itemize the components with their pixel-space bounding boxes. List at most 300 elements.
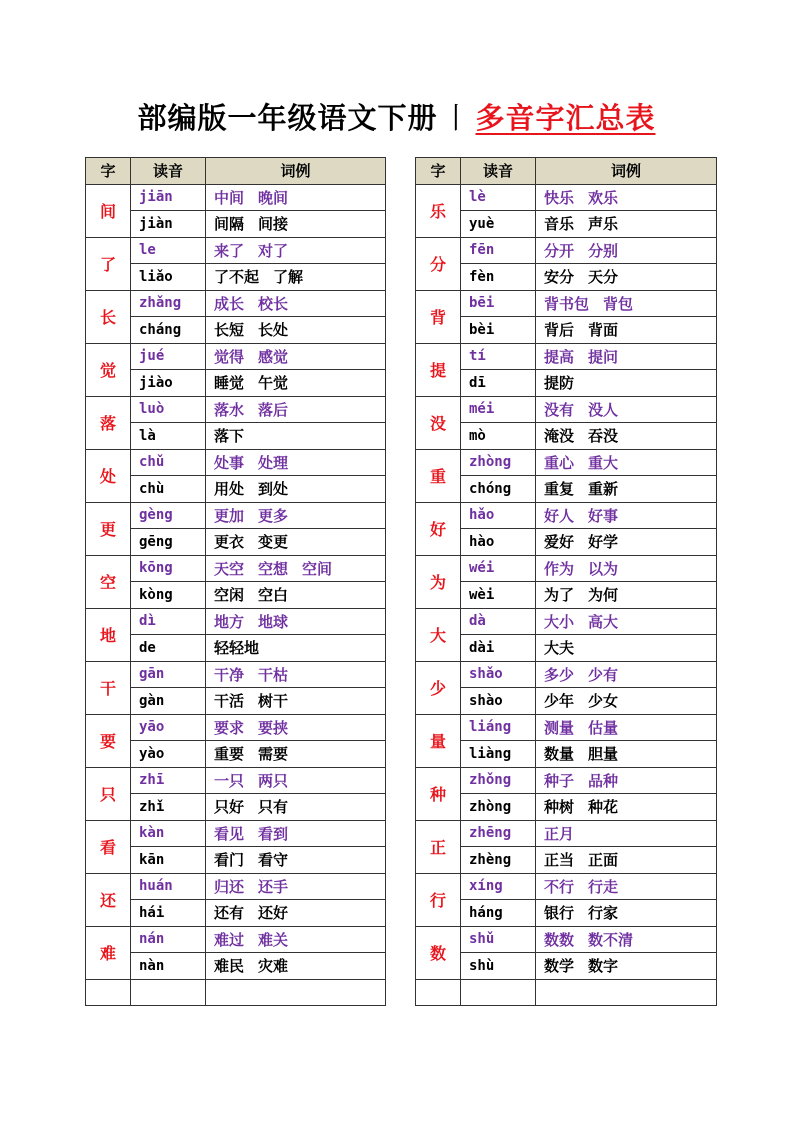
example-word: 大小 bbox=[544, 612, 575, 631]
pinyin-cell: zhēng bbox=[461, 820, 536, 847]
table-row bbox=[416, 794, 717, 821]
examples-cell bbox=[536, 635, 717, 662]
example-word: 空间 bbox=[302, 559, 333, 578]
examples-cell bbox=[536, 423, 717, 450]
example-word: 难关 bbox=[258, 930, 289, 949]
example-word: 两只 bbox=[258, 771, 289, 790]
pinyin-cell: hái bbox=[131, 900, 206, 927]
example-word: 处事 bbox=[214, 453, 245, 472]
polyphone-char: 分 bbox=[416, 237, 461, 290]
pinyin-cell: méi bbox=[461, 396, 536, 423]
example-word: 重复 bbox=[544, 480, 575, 499]
example-word: 多少 bbox=[544, 665, 575, 684]
pinyin-cell: gèng bbox=[131, 502, 206, 529]
table-row bbox=[416, 529, 717, 556]
table-row bbox=[86, 476, 386, 503]
examples-cell bbox=[536, 714, 717, 741]
polyphone-char: 乐 bbox=[416, 184, 461, 237]
example-word: 种树 bbox=[544, 798, 575, 817]
example-word: 行家 bbox=[588, 904, 619, 923]
example-word: 数数 bbox=[544, 930, 575, 949]
example-word: 背后 bbox=[544, 321, 575, 340]
example-word: 没人 bbox=[588, 400, 619, 419]
pinyin-cell: shào bbox=[461, 688, 536, 715]
example-word: 淹没 bbox=[544, 427, 575, 446]
example-word: 难过 bbox=[214, 930, 245, 949]
example-word: 轻轻地 bbox=[214, 639, 260, 658]
example-word: 种花 bbox=[588, 798, 619, 817]
example-word: 提问 bbox=[588, 347, 619, 366]
table-row bbox=[416, 555, 717, 582]
table-row bbox=[86, 873, 386, 900]
pinyin-cell: yuè bbox=[461, 211, 536, 238]
header-examples: 词例 bbox=[536, 158, 717, 185]
table-row bbox=[86, 529, 386, 556]
example-word: 重要 bbox=[214, 745, 245, 764]
example-word: 空想 bbox=[258, 559, 289, 578]
examples-cell bbox=[536, 953, 717, 980]
pinyin-cell: liáng bbox=[461, 714, 536, 741]
pinyin-cell: chóng bbox=[461, 476, 536, 503]
table-row bbox=[416, 873, 717, 900]
polyphone-char: 了 bbox=[86, 237, 131, 290]
pinyin-cell: kàn bbox=[131, 820, 206, 847]
empty-cell bbox=[416, 979, 461, 1006]
pinyin-cell: zhòng bbox=[461, 794, 536, 821]
example-word: 了解 bbox=[273, 268, 304, 287]
table-row bbox=[416, 847, 717, 874]
table-row bbox=[416, 582, 717, 609]
pinyin-cell: le bbox=[131, 237, 206, 264]
polyphone-char: 大 bbox=[416, 608, 461, 661]
pinyin-cell: dà bbox=[461, 608, 536, 635]
pinyin-cell: dì bbox=[131, 608, 206, 635]
example-word: 灾难 bbox=[258, 957, 289, 976]
pinyin-cell: liǎo bbox=[131, 264, 206, 291]
examples-cell bbox=[206, 317, 386, 344]
examples-cell bbox=[206, 396, 386, 423]
polyphone-char: 空 bbox=[86, 555, 131, 608]
table-row bbox=[416, 423, 717, 450]
examples-cell bbox=[536, 184, 717, 211]
examples-cell bbox=[536, 396, 717, 423]
examples-cell bbox=[206, 423, 386, 450]
pinyin-cell: zhòng bbox=[461, 449, 536, 476]
example-word: 为何 bbox=[588, 586, 619, 605]
example-word: 种子 bbox=[544, 771, 575, 790]
example-word: 以为 bbox=[588, 559, 619, 578]
polyphone-char: 好 bbox=[416, 502, 461, 555]
example-word: 好事 bbox=[588, 506, 619, 525]
examples-cell bbox=[536, 926, 717, 953]
pinyin-cell: mò bbox=[461, 423, 536, 450]
table-row bbox=[416, 741, 717, 768]
example-word: 不行 bbox=[544, 877, 575, 896]
table-row bbox=[86, 343, 386, 370]
example-word: 校长 bbox=[258, 294, 289, 313]
pinyin-cell: wèi bbox=[461, 582, 536, 609]
examples-cell bbox=[206, 237, 386, 264]
table-row bbox=[416, 290, 717, 317]
pinyin-cell: kān bbox=[131, 847, 206, 874]
example-word: 树干 bbox=[258, 692, 289, 711]
example-word: 干活 bbox=[214, 692, 245, 711]
table-row bbox=[416, 449, 717, 476]
example-word: 成长 bbox=[214, 294, 245, 313]
table-row bbox=[86, 370, 386, 397]
example-word: 正面 bbox=[588, 851, 619, 870]
example-word: 一只 bbox=[214, 771, 245, 790]
table-row bbox=[86, 317, 386, 344]
pinyin-cell: huán bbox=[131, 873, 206, 900]
examples-cell bbox=[536, 741, 717, 768]
examples-cell bbox=[206, 529, 386, 556]
example-word: 胆量 bbox=[588, 745, 619, 764]
example-word: 需要 bbox=[258, 745, 289, 764]
examples-cell bbox=[206, 900, 386, 927]
example-word: 提高 bbox=[544, 347, 575, 366]
table-row bbox=[86, 290, 386, 317]
example-word: 天分 bbox=[588, 268, 619, 287]
examples-cell bbox=[536, 555, 717, 582]
pinyin-cell: zhèng bbox=[461, 847, 536, 874]
table-row bbox=[416, 317, 717, 344]
examples-cell bbox=[536, 264, 717, 291]
example-word: 数字 bbox=[588, 957, 619, 976]
examples-cell bbox=[206, 264, 386, 291]
pinyin-cell: jiào bbox=[131, 370, 206, 397]
example-word: 大夫 bbox=[544, 639, 575, 658]
title-highlight: 多音字汇总表 bbox=[475, 101, 656, 135]
examples-cell bbox=[536, 900, 717, 927]
right-table-body bbox=[416, 184, 717, 1006]
example-word: 更衣 bbox=[214, 533, 245, 552]
example-word: 欢乐 bbox=[588, 188, 619, 207]
table-row bbox=[416, 343, 717, 370]
example-word: 行走 bbox=[588, 877, 619, 896]
example-word: 高大 bbox=[588, 612, 619, 631]
table-row bbox=[86, 635, 386, 662]
examples-cell bbox=[206, 820, 386, 847]
polyphone-char: 更 bbox=[86, 502, 131, 555]
title-separator: 丨 bbox=[441, 101, 472, 135]
pinyin-cell: cháng bbox=[131, 317, 206, 344]
pinyin-cell: là bbox=[131, 423, 206, 450]
table-row bbox=[416, 396, 717, 423]
pinyin-cell: bèi bbox=[461, 317, 536, 344]
example-word: 声乐 bbox=[588, 215, 619, 234]
table-row bbox=[86, 264, 386, 291]
page-title bbox=[0, 96, 793, 137]
example-word: 重新 bbox=[588, 480, 619, 499]
example-word: 没有 bbox=[544, 400, 575, 419]
pinyin-cell: jiàn bbox=[131, 211, 206, 238]
example-word: 数量 bbox=[544, 745, 575, 764]
polyphone-char: 数 bbox=[416, 926, 461, 979]
table-row bbox=[416, 211, 717, 238]
table-row bbox=[416, 820, 717, 847]
examples-cell bbox=[536, 317, 717, 344]
table-row bbox=[86, 449, 386, 476]
pinyin-cell: yāo bbox=[131, 714, 206, 741]
examples-cell bbox=[206, 290, 386, 317]
table-row bbox=[416, 370, 717, 397]
examples-cell bbox=[536, 211, 717, 238]
polyphone-char: 要 bbox=[86, 714, 131, 767]
empty-row bbox=[86, 979, 386, 1006]
table-row bbox=[86, 211, 386, 238]
pinyin-cell: hǎo bbox=[461, 502, 536, 529]
example-word: 估量 bbox=[588, 718, 619, 737]
table-row bbox=[86, 900, 386, 927]
example-word: 难民 bbox=[214, 957, 245, 976]
pinyin-cell: bēi bbox=[461, 290, 536, 317]
example-word: 中间 bbox=[214, 188, 245, 207]
pinyin-cell: zhǎng bbox=[131, 290, 206, 317]
table-row bbox=[86, 608, 386, 635]
table-row bbox=[416, 767, 717, 794]
example-word: 要挟 bbox=[258, 718, 289, 737]
table-row bbox=[416, 608, 717, 635]
examples-cell bbox=[536, 449, 717, 476]
empty-cell bbox=[86, 979, 131, 1006]
pinyin-cell: fēn bbox=[461, 237, 536, 264]
table-row bbox=[86, 688, 386, 715]
pinyin-cell: fèn bbox=[461, 264, 536, 291]
polyphone-char: 少 bbox=[416, 661, 461, 714]
examples-cell bbox=[206, 476, 386, 503]
example-word: 正月 bbox=[544, 824, 575, 843]
example-word: 只有 bbox=[258, 798, 289, 817]
polyphone-char: 背 bbox=[416, 290, 461, 343]
examples-cell bbox=[206, 184, 386, 211]
pinyin-cell: gān bbox=[131, 661, 206, 688]
pinyin-cell: lè bbox=[461, 184, 536, 211]
example-word: 提防 bbox=[544, 374, 575, 393]
polyphone-char: 重 bbox=[416, 449, 461, 502]
example-word: 落后 bbox=[258, 400, 289, 419]
examples-cell bbox=[206, 211, 386, 238]
header-char: 字 bbox=[86, 158, 131, 185]
pinyin-cell: hào bbox=[461, 529, 536, 556]
table-row bbox=[86, 741, 386, 768]
table-row bbox=[86, 555, 386, 582]
pinyin-cell: liàng bbox=[461, 741, 536, 768]
title-main: 部编版一年级语文下册 bbox=[137, 101, 438, 135]
examples-cell bbox=[536, 847, 717, 874]
example-word: 吞没 bbox=[588, 427, 619, 446]
pinyin-cell: jiān bbox=[131, 184, 206, 211]
left-table bbox=[85, 157, 386, 1006]
table-row bbox=[86, 184, 386, 211]
empty-cell bbox=[461, 979, 536, 1006]
polyphone-char: 难 bbox=[86, 926, 131, 979]
example-word: 更多 bbox=[258, 506, 289, 525]
example-word: 对了 bbox=[258, 241, 289, 260]
example-word: 落水 bbox=[214, 400, 245, 419]
table-row bbox=[86, 926, 386, 953]
table-row bbox=[86, 794, 386, 821]
example-word: 看见 bbox=[214, 824, 245, 843]
example-word: 安分 bbox=[544, 268, 575, 287]
header-row bbox=[416, 158, 717, 185]
header-reading: 读音 bbox=[461, 158, 536, 185]
example-word: 分别 bbox=[588, 241, 619, 260]
examples-cell bbox=[206, 794, 386, 821]
table-row bbox=[416, 953, 717, 980]
example-word: 还手 bbox=[258, 877, 289, 896]
example-word: 感觉 bbox=[258, 347, 289, 366]
pinyin-cell: luò bbox=[131, 396, 206, 423]
example-word: 到处 bbox=[258, 480, 289, 499]
example-word: 看到 bbox=[258, 824, 289, 843]
examples-cell bbox=[536, 343, 717, 370]
pinyin-cell: tí bbox=[461, 343, 536, 370]
example-word: 间接 bbox=[258, 215, 289, 234]
table-row bbox=[86, 953, 386, 980]
example-word: 归还 bbox=[214, 877, 245, 896]
polyphone-char: 行 bbox=[416, 873, 461, 926]
table-row bbox=[416, 502, 717, 529]
example-word: 测量 bbox=[544, 718, 575, 737]
example-word: 少有 bbox=[588, 665, 619, 684]
examples-cell bbox=[536, 290, 717, 317]
pinyin-cell: gēng bbox=[131, 529, 206, 556]
polyphone-char: 长 bbox=[86, 290, 131, 343]
example-word: 还好 bbox=[258, 904, 289, 923]
examples-cell bbox=[536, 794, 717, 821]
pinyin-cell: chù bbox=[131, 476, 206, 503]
pinyin-cell: kòng bbox=[131, 582, 206, 609]
example-word: 晚间 bbox=[258, 188, 289, 207]
examples-cell bbox=[206, 873, 386, 900]
example-word: 数学 bbox=[544, 957, 575, 976]
table-row bbox=[416, 237, 717, 264]
examples-cell bbox=[206, 449, 386, 476]
examples-cell bbox=[206, 370, 386, 397]
pinyin-cell: dī bbox=[461, 370, 536, 397]
example-word: 长处 bbox=[258, 321, 289, 340]
examples-cell bbox=[206, 847, 386, 874]
table-row bbox=[86, 582, 386, 609]
pinyin-cell: kōng bbox=[131, 555, 206, 582]
examples-cell bbox=[536, 476, 717, 503]
table-row bbox=[86, 767, 386, 794]
left-table-body bbox=[86, 184, 386, 1006]
empty-cell bbox=[131, 979, 206, 1006]
example-word: 看门 bbox=[214, 851, 245, 870]
table-row bbox=[416, 635, 717, 662]
example-word: 音乐 bbox=[544, 215, 575, 234]
examples-cell bbox=[536, 688, 717, 715]
example-word: 背面 bbox=[588, 321, 619, 340]
table-row bbox=[86, 820, 386, 847]
table-row bbox=[416, 926, 717, 953]
table-row bbox=[86, 661, 386, 688]
examples-cell bbox=[206, 635, 386, 662]
example-word: 天空 bbox=[214, 559, 245, 578]
right-table bbox=[415, 157, 717, 1006]
examples-cell bbox=[206, 555, 386, 582]
table-row bbox=[416, 714, 717, 741]
example-word: 来了 bbox=[214, 241, 245, 260]
example-word: 还有 bbox=[214, 904, 245, 923]
empty-row bbox=[416, 979, 717, 1006]
example-word: 地方 bbox=[214, 612, 245, 631]
polyphone-char: 落 bbox=[86, 396, 131, 449]
examples-cell bbox=[536, 608, 717, 635]
example-word: 干枯 bbox=[258, 665, 289, 684]
pinyin-cell: shù bbox=[461, 953, 536, 980]
polyphone-char: 还 bbox=[86, 873, 131, 926]
pinyin-cell: gàn bbox=[131, 688, 206, 715]
example-word: 处理 bbox=[258, 453, 289, 472]
example-word: 好人 bbox=[544, 506, 575, 525]
polyphone-char: 为 bbox=[416, 555, 461, 608]
table-row bbox=[86, 847, 386, 874]
table-row bbox=[416, 264, 717, 291]
table-row bbox=[416, 661, 717, 688]
pinyin-cell: zhī bbox=[131, 767, 206, 794]
polyphone-char: 量 bbox=[416, 714, 461, 767]
pinyin-cell: shǎo bbox=[461, 661, 536, 688]
examples-cell bbox=[536, 529, 717, 556]
example-word: 爱好 bbox=[544, 533, 575, 552]
polyphone-char: 看 bbox=[86, 820, 131, 873]
table-row bbox=[86, 396, 386, 423]
polyphone-char: 提 bbox=[416, 343, 461, 396]
examples-cell bbox=[536, 873, 717, 900]
examples-cell bbox=[536, 582, 717, 609]
examples-cell bbox=[206, 608, 386, 635]
examples-cell bbox=[206, 343, 386, 370]
pinyin-cell: nán bbox=[131, 926, 206, 953]
examples-cell bbox=[206, 953, 386, 980]
example-word: 地球 bbox=[258, 612, 289, 631]
examples-cell bbox=[536, 237, 717, 264]
examples-cell bbox=[206, 502, 386, 529]
example-word: 数不清 bbox=[588, 930, 634, 949]
header-reading: 读音 bbox=[131, 158, 206, 185]
polyphone-char: 干 bbox=[86, 661, 131, 714]
example-word: 睡觉 bbox=[214, 374, 245, 393]
examples-cell bbox=[536, 370, 717, 397]
examples-cell bbox=[206, 582, 386, 609]
example-word: 重大 bbox=[588, 453, 619, 472]
polyphone-char: 处 bbox=[86, 449, 131, 502]
example-word: 背包 bbox=[603, 294, 634, 313]
empty-cell bbox=[206, 979, 386, 1006]
examples-cell bbox=[536, 767, 717, 794]
pinyin-cell: shǔ bbox=[461, 926, 536, 953]
example-word: 快乐 bbox=[544, 188, 575, 207]
table-row bbox=[416, 900, 717, 927]
polyphone-char: 觉 bbox=[86, 343, 131, 396]
example-word: 分开 bbox=[544, 241, 575, 260]
pinyin-cell: chǔ bbox=[131, 449, 206, 476]
example-word: 为了 bbox=[544, 586, 575, 605]
example-word: 长短 bbox=[214, 321, 245, 340]
polyphone-char: 地 bbox=[86, 608, 131, 661]
examples-cell bbox=[206, 741, 386, 768]
example-word: 看守 bbox=[258, 851, 289, 870]
pinyin-cell: háng bbox=[461, 900, 536, 927]
example-word: 正当 bbox=[544, 851, 575, 870]
empty-cell bbox=[536, 979, 717, 1006]
examples-cell bbox=[206, 926, 386, 953]
example-word: 重心 bbox=[544, 453, 575, 472]
examples-cell bbox=[536, 502, 717, 529]
